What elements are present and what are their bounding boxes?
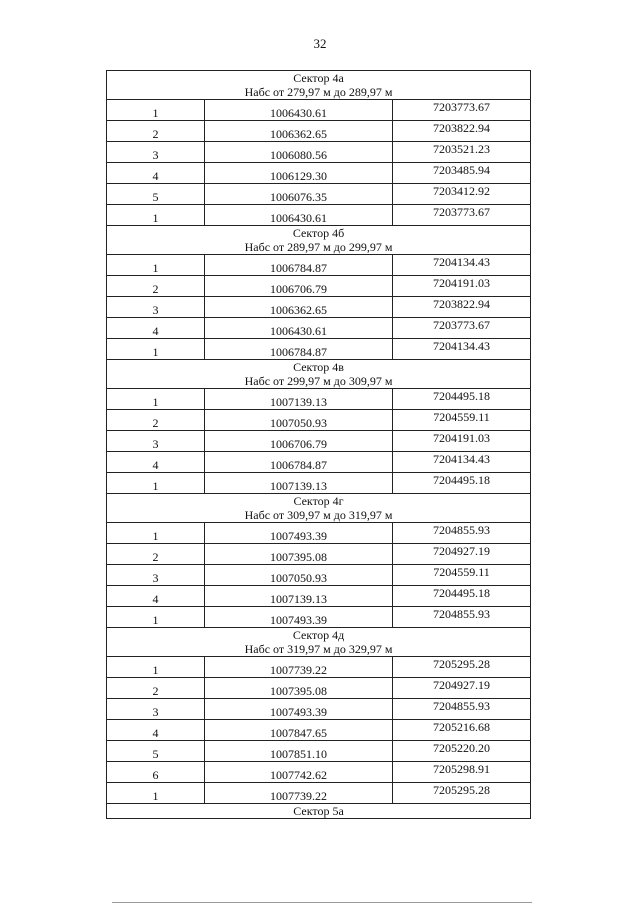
x-coordinate: 1007050.93 <box>205 565 393 586</box>
y-coordinate: 7205295.28 <box>393 783 531 804</box>
y-coordinate: 7204495.18 <box>393 389 531 410</box>
table-row <box>107 205 531 226</box>
point-number: 1 <box>107 657 205 678</box>
table-row <box>107 720 531 741</box>
y-coordinate: 7204495.18 <box>393 586 531 607</box>
point-number: 2 <box>107 410 205 431</box>
x-coordinate: 1007493.39 <box>205 523 393 544</box>
point-number: 2 <box>107 678 205 699</box>
y-coordinate: 7204134.43 <box>393 452 531 473</box>
sector-name: Сектор 4д <box>292 628 345 642</box>
table-row <box>107 523 531 544</box>
sector-header-row <box>107 226 531 255</box>
page-number: 32 <box>313 36 327 51</box>
x-coordinate: 1007493.39 <box>205 699 393 720</box>
point-number: 1 <box>107 100 205 121</box>
y-coordinate: 7204191.03 <box>393 276 531 297</box>
x-coordinate: 1006706.79 <box>205 431 393 452</box>
y-coordinate: 7204191.03 <box>393 431 531 452</box>
sector-elevation-range: Набс от 299,97 м до 309,97 м <box>244 374 393 388</box>
x-coordinate: 1007739.22 <box>205 657 393 678</box>
x-coordinate: 1006362.65 <box>205 121 393 142</box>
x-coordinate: 1007847.65 <box>205 720 393 741</box>
point-number: 1 <box>107 607 205 628</box>
point-number: 4 <box>107 586 205 607</box>
point-number: 1 <box>107 523 205 544</box>
point-number: 5 <box>107 184 205 205</box>
y-coordinate: 7204134.43 <box>393 339 531 360</box>
sector-name: Сектор 4г <box>293 494 344 508</box>
y-coordinate: 7204559.11 <box>393 565 531 586</box>
table-row <box>107 678 531 699</box>
sector-header-row <box>107 360 531 389</box>
page-bottom-edge <box>112 902 532 903</box>
sector-header <box>107 226 531 255</box>
table-row <box>107 544 531 565</box>
table-row <box>107 255 531 276</box>
x-coordinate: 1007395.08 <box>205 544 393 565</box>
point-number: 4 <box>107 720 205 741</box>
y-coordinate: 7204927.19 <box>393 544 531 565</box>
sector-elevation-range: Набс от 289,97 м до 299,97 м <box>244 240 393 254</box>
x-coordinate: 1006129.30 <box>205 163 393 184</box>
x-coordinate: 1007139.13 <box>205 389 393 410</box>
y-coordinate: 7203773.67 <box>393 318 531 339</box>
x-coordinate: 1006080.56 <box>205 142 393 163</box>
table-row <box>107 586 531 607</box>
y-coordinate: 7204495.18 <box>393 473 531 494</box>
x-coordinate: 1006784.87 <box>205 339 393 360</box>
table-row <box>107 142 531 163</box>
table-row <box>107 473 531 494</box>
x-coordinate: 1006430.61 <box>205 100 393 121</box>
y-coordinate: 7204927.19 <box>393 678 531 699</box>
table-row <box>107 318 531 339</box>
point-number: 3 <box>107 297 205 318</box>
table-row <box>107 565 531 586</box>
y-coordinate: 7204855.93 <box>393 607 531 628</box>
table-row <box>107 657 531 678</box>
x-coordinate: 1006430.61 <box>205 318 393 339</box>
sector-name: Сектор 4в <box>293 360 344 374</box>
sector-header <box>107 71 531 100</box>
point-number: 1 <box>107 473 205 494</box>
point-number: 4 <box>107 318 205 339</box>
table-row <box>107 100 531 121</box>
table-row <box>107 389 531 410</box>
y-coordinate: 7205298.91 <box>393 762 531 783</box>
x-coordinate: 1007139.13 <box>205 473 393 494</box>
x-coordinate: 1006362.65 <box>205 297 393 318</box>
sector-name: Сектор 4а <box>293 71 344 85</box>
point-number: 2 <box>107 544 205 565</box>
table-row <box>107 699 531 720</box>
table-row <box>107 276 531 297</box>
sector-header <box>107 494 531 523</box>
y-coordinate: 7203822.94 <box>393 297 531 318</box>
sector-elevation-range: Набс от 279,97 м до 289,97 м <box>244 85 393 99</box>
table-row <box>107 741 531 762</box>
table-row <box>107 783 531 804</box>
point-number: 1 <box>107 389 205 410</box>
sector-name: Сектор 5а <box>107 804 531 819</box>
x-coordinate: 1007050.93 <box>205 410 393 431</box>
x-coordinate: 1007395.08 <box>205 678 393 699</box>
x-coordinate: 1006784.87 <box>205 255 393 276</box>
coordinates-table <box>106 70 531 819</box>
y-coordinate: 7203412.92 <box>393 184 531 205</box>
point-number: 3 <box>107 431 205 452</box>
table-row <box>107 431 531 452</box>
point-number: 4 <box>107 452 205 473</box>
sector-name: Сектор 4б <box>292 226 345 240</box>
table-row <box>107 410 531 431</box>
y-coordinate: 7203521.23 <box>393 142 531 163</box>
point-number: 1 <box>107 255 205 276</box>
y-coordinate: 7203485.94 <box>393 163 531 184</box>
table-row <box>107 339 531 360</box>
sector-header <box>107 360 531 389</box>
x-coordinate: 1006430.61 <box>205 205 393 226</box>
sector-header-row <box>107 494 531 523</box>
y-coordinate: 7204855.93 <box>393 699 531 720</box>
point-number: 3 <box>107 699 205 720</box>
point-number: 6 <box>107 762 205 783</box>
x-coordinate: 1006784.87 <box>205 452 393 473</box>
point-number: 1 <box>107 339 205 360</box>
table-row <box>107 297 531 318</box>
y-coordinate: 7205295.28 <box>393 657 531 678</box>
sector-elevation-range: Набс от 319,97 м до 329,97 м <box>244 642 393 656</box>
point-number: 4 <box>107 163 205 184</box>
table-row <box>107 762 531 783</box>
point-number: 1 <box>107 205 205 226</box>
x-coordinate: 1006076.35 <box>205 184 393 205</box>
table-row <box>107 452 531 473</box>
sector-header-row <box>107 628 531 657</box>
y-coordinate: 7203773.67 <box>393 205 531 226</box>
table-row <box>107 163 531 184</box>
point-number: 2 <box>107 276 205 297</box>
sector-elevation-range: Набс от 309,97 м до 319,97 м <box>244 508 393 522</box>
x-coordinate: 1007139.13 <box>205 586 393 607</box>
y-coordinate: 7205216.68 <box>393 720 531 741</box>
y-coordinate: 7203773.67 <box>393 100 531 121</box>
y-coordinate: 7204134.43 <box>393 255 531 276</box>
point-number: 3 <box>107 142 205 163</box>
y-coordinate: 7204855.93 <box>393 523 531 544</box>
table-row <box>107 121 531 142</box>
sector-header-row <box>107 804 531 819</box>
point-number: 5 <box>107 741 205 762</box>
point-number: 3 <box>107 565 205 586</box>
point-number: 1 <box>107 783 205 804</box>
y-coordinate: 7203822.94 <box>393 121 531 142</box>
x-coordinate: 1007851.10 <box>205 741 393 762</box>
table-row <box>107 607 531 628</box>
y-coordinate: 7204559.11 <box>393 410 531 431</box>
x-coordinate: 1006706.79 <box>205 276 393 297</box>
point-number: 2 <box>107 121 205 142</box>
sector-header-row <box>107 71 531 100</box>
table-row <box>107 184 531 205</box>
x-coordinate: 1007739.22 <box>205 783 393 804</box>
sector-header <box>107 628 531 657</box>
x-coordinate: 1007742.62 <box>205 762 393 783</box>
y-coordinate: 7205220.20 <box>393 741 531 762</box>
x-coordinate: 1007493.39 <box>205 607 393 628</box>
